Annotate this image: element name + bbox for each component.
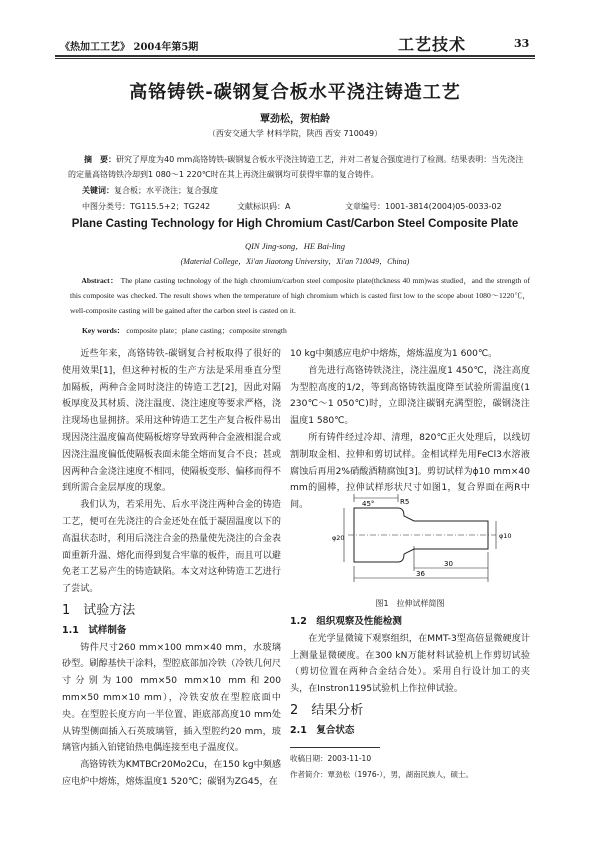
affiliation-en: (Material College，Xi'an Jiaotong University，Xi'an 710049，China) bbox=[180, 257, 410, 266]
intro-paragraph-1: 近些年来，高铬铸铁-碳钢复合衬板取得了很好的使用效果[1]，但这种衬板的生产方法是采用垂直分型加隔板，两种合金同时浇注的铸造工艺[2]，因此对隔板厚度及其材质、浇注温度、浇注速度等要求严格，浇注现场也显拥挤。采用这种铸造工艺生产复合板件易出现因浇注温度偏高使隔板熔穿导致两种合金液相混合或因浇注温度偏低使隔板表面未能全熔而复合不良；甚或因两种合金浇注速度不相同，使隔板变形、偏移而得不到所需合金层厚度的现象。 bbox=[62, 349, 281, 494]
paper-title-en: Plane Casting Technology for High Chromium Cast/Carbon Steel Composite Plate bbox=[71, 218, 519, 230]
clc-number: 中图分类号：TG115.5+2；TG242 bbox=[82, 202, 211, 211]
abstract-cn bbox=[68, 152, 530, 182]
right-paragraph-2: 首先进行高铬铸铁浇注，浇注温度1 450℃，浇注高度为型腔高度的1/2，等到高铬铸铁温度降至试验所需温度(1 230℃～1 050℃)时，立即浇注碳钢充满型腔，碳钢浇注温度1 580℃。 bbox=[290, 365, 530, 427]
abstract-en-text: The plane casting technology of the high chromium/carbon steel composite plate(thckness 40 mm)was studied，and the strength of this composite was checked. The result shows when the temperature of high chromium which is casted first low to the scope about 1080～1220℃，well-composite casting will be gained after the carbon steel is casted on it. bbox=[70, 276, 530, 315]
dim-length-short: 30 bbox=[444, 560, 453, 568]
right-paragraph-4: 在光学显微镜下观察组织，在MMT-3型高倍显微硬度计上测量显微硬度。在300 kN万能材料试验机上作剪切试验（剪切位置在两种合金结合处）。采用自行设计加工的夹头，在Instron1195试验机上作拉伸试验。 bbox=[290, 633, 530, 695]
method-paragraph-1: 铸件尺寸260 mm×100 mm×40 mm，水玻璃砂型。刷醇基快干涂料，型腔底部加冷铁（冷铁几何尺寸分别为100 mm×50 mm×10 mm和200 mm×50 mm×10 mm），冷铁安放在型腔底面中央。在型腔长度方向一半位置、距底部高度10 mm处从铸型侧面插入石英玻璃管，插入型腔约20 mm，玻璃管内插入铂铑铂热电偶连接至电子温度仪。 bbox=[62, 642, 281, 754]
page-number: 33 bbox=[514, 37, 530, 50]
paper-title-cn: 高铬铸铁-碳钢复合板水平浇注铸造工艺 bbox=[129, 82, 461, 103]
abstract-en bbox=[70, 273, 530, 318]
figure-caption: 图1 拉伸试样简图 bbox=[375, 599, 445, 608]
keywords-en bbox=[82, 325, 287, 336]
keywords-cn-label: 关键词： bbox=[82, 186, 114, 195]
section-heading-method: 1 试验方法 bbox=[62, 602, 136, 618]
authors-cn: 覃劲松，贺柏龄 bbox=[260, 114, 330, 125]
intro-paragraph-2: 我们认为，若采用先、后水平浇注两种合金的铸造工艺，便可在先浇注的合金还处在低于凝固温度以下的高温状态时，利用后浇注合金的热量使先浇注的合金表面重新升温、熔化而得到复合牢靠的板件，而且可以避免老工艺易产生的铸造缺陷。本文对这种铸造工艺进行了尝试。 bbox=[62, 500, 281, 595]
header-rule-thin bbox=[55, 58, 535, 59]
section-title: 工艺技术 bbox=[398, 35, 467, 54]
keywords-en-text: composite plate；plane casting；composite strength bbox=[126, 326, 287, 335]
journal-header: 《热加工工艺》 2004年第5期 bbox=[60, 42, 199, 53]
abstract-en-label: Abstract： bbox=[81, 276, 119, 285]
keywords-cn bbox=[82, 185, 218, 196]
keywords-cn-text: 复合板；水平浇注；复合强度 bbox=[114, 186, 218, 195]
left-column bbox=[62, 346, 281, 791]
subsection-heading-observe: 1.2 组织观察及性能检测 bbox=[290, 616, 402, 627]
subsection-heading-composite: 2.1 复合状态 bbox=[290, 724, 355, 736]
keywords-en-label: Key words： bbox=[82, 326, 125, 335]
method-paragraph-2: 高铬铸铁为KMTBCr20Mo2Cu，在150 kg中频感应电炉中熔炼，熔炼温度1 520℃；碳钢为ZG45，在 bbox=[62, 760, 281, 787]
header-rule bbox=[55, 55, 535, 57]
footnote-author: 作者简介：覃劲松（1976-），男，湖南民族人，硕士。 bbox=[290, 770, 474, 779]
document-code: 文献标识码：A bbox=[237, 202, 291, 211]
footnote-rule bbox=[290, 747, 380, 748]
section-heading-result: 2 结果分析 bbox=[290, 702, 364, 718]
right-paragraph-3: 所有铸件经过冷却、清理，820℃正火处理后，以线切割制取金相、拉伸和剪切试样。金相试样先用FeCl3水溶液腐蚀后再用2%硝酸酒精腐蚀[3]。剪切试样为ϕ10 mm×40 mm的圆棒，拉伸试样形状尺寸如图1，复合界面在两R中间。 bbox=[290, 432, 530, 511]
dim-length-total: 36 bbox=[416, 570, 425, 578]
abstract-cn-text: 研究了厚度为40 mm高铬铸铁-碳钢复合板水平浇注铸造工艺，并对二者复合强度进行了检测。结果表明：当先浇注的定量高铬铸铁冷却到1 080～1 220℃时在其上再浇注碳钢均可获得牢靠的复合铸件。 bbox=[68, 155, 524, 179]
article-number: 文章编号：1001-3814(2004)05-0033-02 bbox=[345, 202, 502, 211]
right-column-lower bbox=[290, 614, 530, 740]
dim-angle: 45° bbox=[362, 500, 375, 508]
dim-small-diameter: φ10 bbox=[499, 532, 512, 540]
right-paragraph-1: 10 kg中频感应电炉中熔炼，熔炼温度为1 600℃。 bbox=[290, 349, 498, 359]
authors-en: QIN Jing-song，HE Bai-ling bbox=[244, 241, 346, 251]
dim-radius: R5 bbox=[400, 498, 410, 506]
footnote-received: 收稿日期：2003-11-10 bbox=[290, 754, 372, 763]
dim-large-diameter: φ20 bbox=[332, 534, 345, 542]
affiliation-cn: （西安交通大学 材料学院，陕西 西安 710049） bbox=[207, 129, 383, 138]
tensile-specimen-figure bbox=[318, 482, 518, 594]
abstract-cn-label: 摘 要： bbox=[84, 155, 116, 164]
subsection-heading-material: 1.1 试样制备 bbox=[62, 624, 127, 636]
